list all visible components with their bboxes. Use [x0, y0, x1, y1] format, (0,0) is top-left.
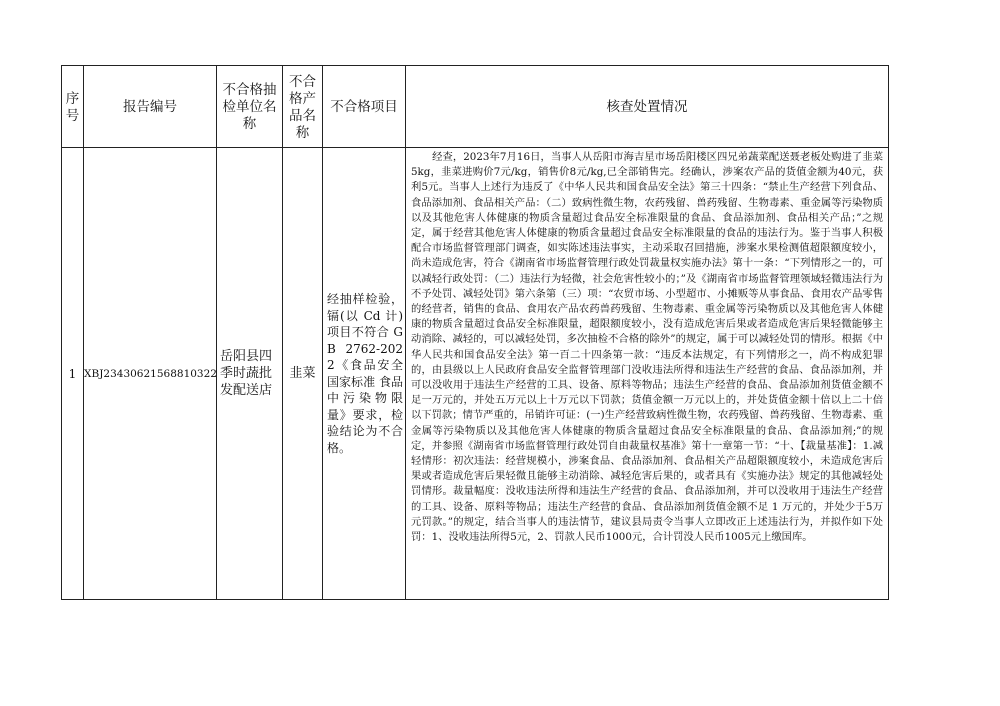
cell-seq: 1: [62, 148, 84, 600]
inspection-table: [61, 65, 889, 600]
header-unit: 不合格抽检单位名称: [217, 66, 283, 148]
header-product: 不合格产品名称: [283, 66, 323, 148]
table-row: [62, 148, 889, 600]
table-header-row: [62, 66, 889, 148]
cell-report-no: XBJ23430621568810322: [84, 148, 217, 600]
header-seq: 序号: [62, 66, 84, 148]
handling-text: 经查，2023年7月16日，当事人从岳阳市海吉星市场岳阳楼区四兄弟蔬菜配送聂老板处购进了韭菜5kg，韭菜进购价7元/kg，销售价8元/kg,已全部销售完。经确认，涉案农产品的货值金额为40元，获利5元。当事人上述行为违反了《中华人民共和国食品安全法》第三十四条：“禁止生产经营下列食品、食品添加剂、食品相关产品：（二）致病性微生物，农药残留、兽药残留、生物毒素、重金属等污染物质以及其他危害人体健康的物质含量超过食品安全标准限量的食品、食品添加剂、食品相关产品；”之规定，属于经营其他危害人体健康的物质含量超过食品安全标准限量的食品的违法行为。鉴于当事人积极配合市场监督管理部门调查，如实陈述违法事实，主动采取召回措施，涉案水果检测值超限额度较小，尚未造成危害，符合《湖南省市场监督管理行政处罚裁量权实施办法》第十一条：“下列情形之一的，可以减轻行政处罚：（二）违法行为轻微，社会危害性较小的；”及《湖南省市场监督管理领域轻微违法行为不予处罚、减轻处罚》第六条第（三）项：“农贸市场、小型超市、小摊贩等从事食品、食用农产品零售的经营者，销售的食品、食用农产品农药兽药残留、生物毒素、重金属等污染物质以及其他危害人体健康的物质含量超过食品安全标准限量，超限额度较小，没有造成危害后果或者造成危害后果轻微能够主动消除、减轻的，可以减轻处罚，多次抽检不合格的除外”的规定，属于可以减轻处罚的情形。根据《中华人民共和国食品安全法》第一百二十四条第一款：“违反本法规定，有下列情形之一，尚不构成犯罪的，由县级以上人民政府食品安全监督管理部门没收违法所得和违法生产经营的食品、食品添加剂，并可以没收用于违法生产经营的工具、设备、原料等物品；违法生产经营的食品、食品添加剂货值金额不足一万元的，并处五万元以上十万元以下罚款；货值金额一万元以上的，并处货值金额十倍以上二十倍以下罚款；情节严重的，吊销许可证：(一)生产经营致病性微生物，农药残留、兽药残留、生物毒素、重金属等污染物质以及其他危害人体健康的物质含量超过食品安全标准限量的食品、食品添加剂;”的规定，并参照《湖南省市场监督管理行政处罚自由裁量权基准》第十一章第一节：“十、【裁量基准】：1.减轻情形：初次违法：经营规模小，涉案食品、食品添加剂、食品相关产品超限额度较小，未造成危害后果或者造成危害后果轻微且能够主动消除、减轻危害后果的，或者具有《实施办法》规定的其他减轻处罚情形。裁量幅度：没收违法所得和违法生产经营的食品、食品添加剂，并可以没收用于违法生产经营的工具、设备、原料等物品；违法生产经营的食品、食品添加剂货值金额不足 1 万元的，并处少于5万元罚款。”的规定，结合当事人的违法情节，建议县局责令当事人立即改正上述违法行为，并拟作如下处罚：1、没收违法所得5元，2、罚款人民币1000元，合计罚没人民币1005元上缴国库。: [411, 151, 883, 544]
cell-item: 经抽样检验，镉(以 Cd 计)项目不符合 GB 2762-2022《食品安全国家标准 食品中污染物限量》要求，检验结论为不合格。: [323, 148, 406, 600]
header-report-no: 报告编号: [84, 66, 217, 148]
header-item: 不合格项目: [323, 66, 406, 148]
cell-product: 韭菜: [283, 148, 323, 600]
header-handling: 核查处置情况: [406, 66, 889, 148]
cell-unit: 岳阳县四季时蔬批发配送店: [217, 148, 283, 600]
cell-handling: [406, 148, 889, 600]
